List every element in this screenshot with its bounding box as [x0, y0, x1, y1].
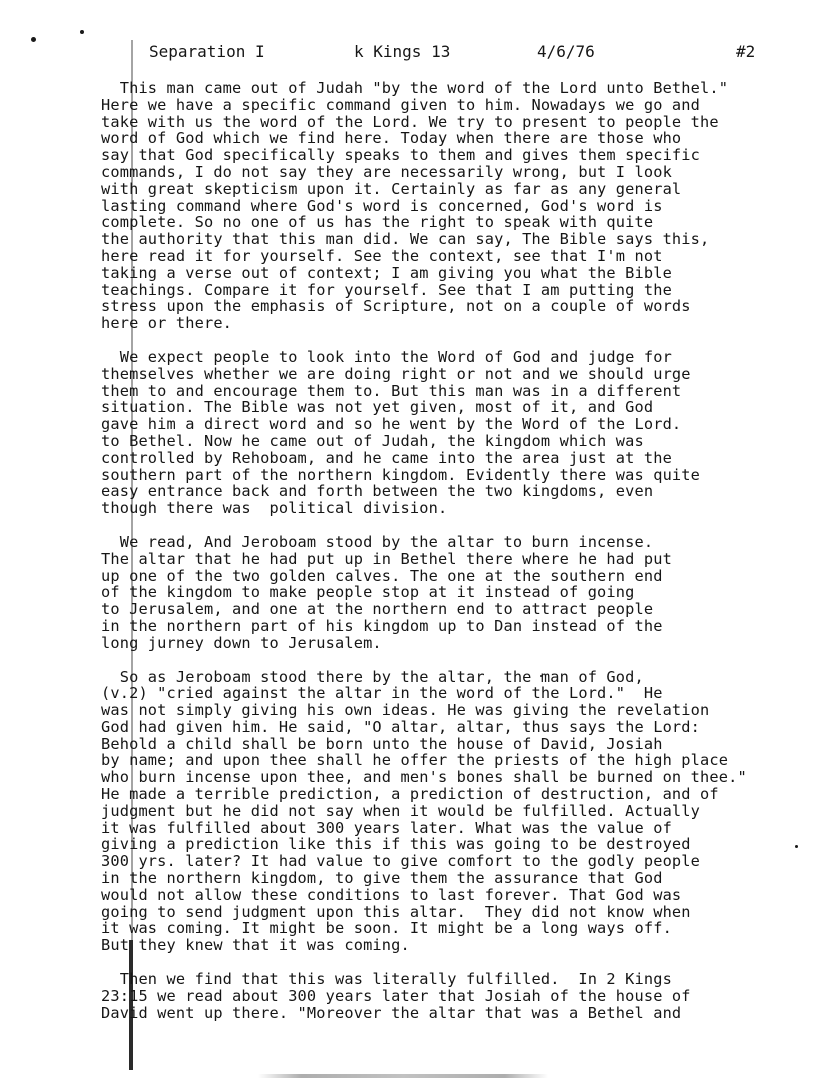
text-line: The altar that he had put up in Bethel there where he had put	[101, 549, 672, 568]
document-body	[101, 80, 801, 1038]
text-line: who burn incense upon thee, and men's bones shall be burned on thee."	[101, 768, 747, 787]
paragraph	[101, 349, 801, 517]
text-line: was not simply giving his own ideas. He was giving the revelation	[101, 701, 710, 720]
text-line: easy entrance back and forth between the two kingdoms, even	[101, 482, 654, 501]
header-page-number: #2	[736, 42, 756, 61]
text-line: it was fulfilled about 300 years later. What was the value of	[101, 818, 672, 837]
text-line: word of God which we find here. Today when there are those who	[101, 129, 682, 148]
text-line: teachings. Compare it for yourself. See that I am putting the	[101, 280, 672, 299]
text-line: We expect people to look into the Word of God and judge for	[101, 347, 672, 366]
text-line: take with us the word of the Lord. We try to present to people the	[101, 112, 719, 131]
text-line: say that God specifically speaks to them and gives them specific	[101, 146, 701, 165]
text-line: God had given him. He said, "O altar, altar, thus says the Lord:	[101, 717, 701, 736]
paragraph	[101, 534, 801, 652]
text-line: here or there.	[101, 314, 233, 333]
text-line: them to and encourage them to. But this man was in a different	[101, 381, 682, 400]
text-line: So as Jeroboam stood there by the altar, the man of God,	[101, 667, 644, 686]
paragraph	[101, 971, 801, 1021]
text-line: to Jerusalem, and one at the northern end to attract people	[101, 600, 654, 619]
text-line: This man came out of Judah "by the word of the Lord unto Bethel."	[101, 79, 729, 97]
text-line: Behold a child shall be born unto the house of David, Josiah	[101, 734, 663, 753]
header-date: 4/6/76	[537, 42, 595, 61]
text-line: long jurney down to Jerusalem.	[101, 633, 382, 652]
text-line: taking a verse out of context; I am giving you what the Bible	[101, 263, 672, 282]
text-line: Then we find that this was literally fulfilled. In 2 Kings	[101, 970, 672, 989]
text-line: with great skepticism upon it. Certainly as far as any general	[101, 179, 682, 198]
text-line: complete. So no one of us has the right to speak with quite	[101, 213, 654, 232]
text-line: judgment but he did not say when it would be fulfilled. Actually	[101, 801, 701, 820]
text-line: in the northern part of his kingdom up to Dan instead of the	[101, 616, 663, 635]
text-line: of the kingdom to make people stop at it instead of going	[101, 583, 635, 602]
ink-speck	[80, 30, 84, 34]
text-line: David went up there. "Moreover the altar that was a Bethel and	[101, 1003, 682, 1022]
text-line: stress upon the emphasis of Scripture, not on a couple of words	[101, 297, 691, 316]
text-line: 23:15 we read about 300 years later that Josiah of the house of	[101, 986, 691, 1005]
text-line: it was coming. It might be soon. It might be a long ways off.	[101, 919, 672, 938]
text-line: He made a terrible prediction, a prediction of destruction, and of	[101, 785, 719, 804]
text-line: going to send judgment upon this altar. They did not know when	[101, 902, 691, 921]
text-line: though there was political division.	[101, 499, 448, 518]
page-header	[0, 42, 837, 64]
text-line: commands, I do not say they are necessarily wrong, but I look	[101, 162, 672, 181]
text-line: in the northern kingdom, to give them the assurance that God	[101, 869, 663, 888]
text-line: situation. The Bible was not yet given, most of it, and God	[101, 398, 654, 417]
text-line: But they knew that it was coming.	[101, 936, 410, 955]
header-scripture-reference: k Kings 13	[354, 42, 451, 61]
text-line: lasting command where God's word is concerned, God's word is	[101, 196, 663, 215]
text-line: up one of the two golden calves. The one at the southern end	[101, 566, 663, 585]
text-line: controlled by Rehoboam, and he came into the area just at the	[101, 448, 672, 467]
text-line: 300 yrs. later? It had value to give comfort to the godly people	[101, 852, 701, 871]
text-line: southern part of the northern kingdom. Evidently there was quite	[101, 465, 701, 484]
text-line: here read it for yourself. See the context, see that I'm not	[101, 246, 663, 265]
header-series-title: Separation I	[149, 42, 265, 61]
text-line: gave him a direct word and so he went by the Word of the Lord.	[101, 415, 682, 434]
scan-smudge	[258, 1074, 548, 1078]
text-line: (v.2) "cried against the altar in the word of the Lord." He	[101, 684, 663, 703]
paragraph	[101, 669, 801, 955]
text-line: We read, And Jeroboam stood by the altar to burn incense.	[101, 532, 654, 551]
text-line: giving a prediction like this if this was going to be destroyed	[101, 835, 691, 854]
text-line: the authority that this man did. We can say, The Bible says this,	[101, 230, 710, 249]
text-line: would not allow these conditions to last forever. That God was	[101, 885, 682, 904]
text-line: themselves whether we are doing right or not and we should urge	[101, 364, 691, 383]
text-line: to Bethel. Now he came out of Judah, the kingdom which was	[101, 431, 644, 450]
text-line: Here we have a specific command given to him. Nowadays we go and	[101, 95, 701, 114]
text-line: by name; and upon thee shall he offer the priests of the high place	[101, 751, 729, 770]
paragraph	[101, 80, 801, 332]
